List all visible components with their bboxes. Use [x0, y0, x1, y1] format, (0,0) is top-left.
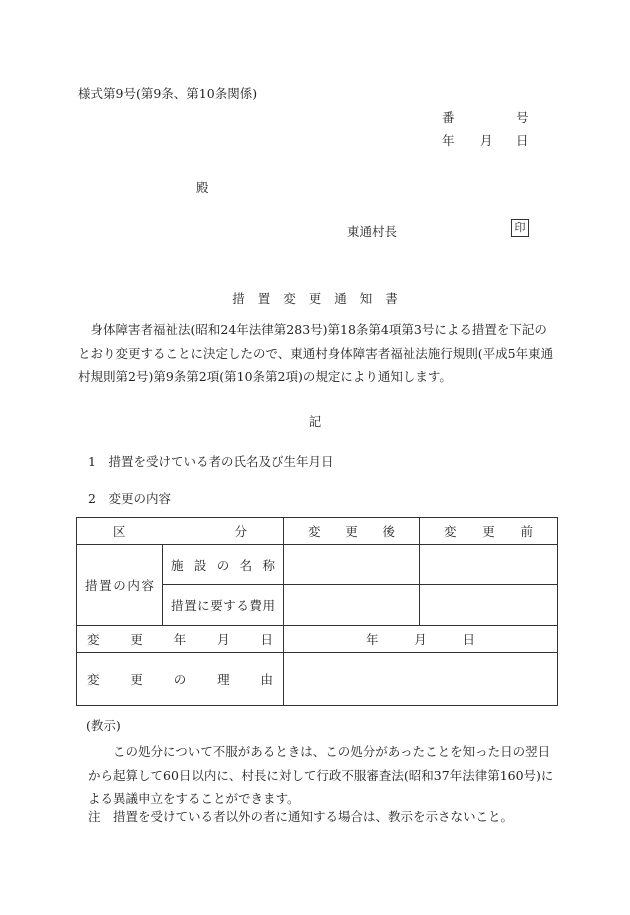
table-row-facility — [77, 545, 558, 585]
change-date-label — [77, 626, 284, 653]
facility-name-label — [163, 545, 284, 585]
kyoji-paragraph: この処分について不服があるときは、この処分があったことを知った日の翌日から起算して60日以内に、村長に対して行政不服審査法(昭和37年法律第160号)による異議申立をすることができます。 — [88, 744, 554, 806]
measure-content-char: 置 — [99, 578, 112, 593]
facility-name-char: 名 — [239, 557, 253, 573]
cost-before-cell — [420, 585, 558, 626]
cost-char: 費 — [249, 598, 262, 613]
measure-content-char: 内 — [127, 578, 140, 593]
change-date-value-char: 年 — [366, 632, 379, 647]
header-after-char: 後 — [382, 524, 395, 539]
ki-heading: 記 — [308, 414, 322, 429]
body-paragraph: 身体障害者福祉法(昭和24年法律第283号)第18条第4項第3号による措置を下記のとおり変更することに決定したので、東通村身体障害者福祉法施行規則(平成5年東通村規則第2号)第9条第2項(第10条第2項)の規定により通知します。 — [78, 322, 554, 384]
cost-after-cell — [284, 585, 420, 626]
date-label-year: 年 — [442, 133, 455, 148]
reason-char: 変 — [87, 672, 100, 687]
cost-char: る — [236, 598, 249, 613]
reason-char: 理 — [217, 672, 230, 687]
facility-name-char: 施 — [171, 557, 184, 573]
reason-char: 更 — [130, 672, 143, 687]
change-date-char: 年 — [173, 632, 187, 647]
number-label-ban: 番 — [442, 110, 455, 125]
facility-name-char: 称 — [262, 557, 275, 573]
change-date-char: 日 — [260, 632, 273, 647]
change-date-value-char: 月 — [414, 632, 427, 647]
header-before — [420, 518, 558, 545]
change-date-value — [284, 626, 558, 653]
measure-content-char: の — [113, 578, 126, 593]
change-date-char: 更 — [130, 632, 143, 647]
header-after-char: 変 — [308, 524, 321, 539]
number-label-go: 号 — [516, 110, 529, 125]
facility-before-cell — [420, 545, 558, 585]
cost-char: 置 — [184, 598, 197, 613]
note-text: 注 措置を受けている者以外の者に通知する場合は、教示を示さないこと。 — [88, 809, 514, 824]
facility-after-cell — [284, 545, 420, 585]
table-row-change-date — [77, 626, 558, 653]
header-category-char: 区 — [113, 524, 126, 539]
reason-char: 由 — [260, 672, 273, 687]
cost-char: 要 — [210, 598, 223, 613]
cost-char: 用 — [262, 598, 275, 613]
cost-char: に — [197, 598, 210, 613]
cost-label — [163, 585, 284, 626]
cost-char: す — [223, 598, 236, 613]
facility-name-char: 設 — [193, 557, 207, 573]
measure-content-label — [77, 545, 163, 626]
item-1: 1 措置を受けている者の氏名及び生年月日 — [88, 454, 334, 469]
header-after — [284, 518, 420, 545]
header-before-char: 更 — [482, 524, 495, 539]
header-category — [77, 518, 284, 545]
date-label-day: 日 — [516, 133, 529, 148]
date-label-month: 月 — [480, 133, 493, 148]
header-after-char: 更 — [345, 524, 358, 539]
document-title: 措置変更通知書 — [232, 291, 411, 306]
facility-name-char: の — [216, 557, 230, 573]
table-header-row — [77, 518, 558, 545]
cost-char: 措 — [171, 598, 184, 613]
reason-value-cell — [284, 653, 558, 706]
change-date-char: 月 — [217, 632, 230, 647]
form-number: 様式第9号(第9条、第10条関係) — [78, 86, 258, 101]
change-table — [76, 517, 558, 706]
kyoji-title: (教示) — [86, 718, 121, 733]
measure-content-char: 容 — [141, 578, 154, 593]
header-category-char: 分 — [234, 524, 247, 539]
seal-mark: 印 — [511, 219, 529, 237]
reason-char: の — [173, 672, 187, 687]
measure-content-char: 措 — [85, 578, 98, 593]
reason-label — [77, 653, 284, 706]
item-2: 2 変更の内容 — [88, 491, 171, 506]
issuer-name: 東通村長 — [347, 224, 398, 239]
table-row-reason — [77, 653, 558, 706]
change-date-value-char: 日 — [462, 632, 475, 647]
addressee-suffix: 殿 — [196, 180, 209, 195]
change-date-char: 変 — [87, 632, 100, 647]
header-before-char: 前 — [520, 524, 533, 539]
header-before-char: 変 — [444, 524, 457, 539]
